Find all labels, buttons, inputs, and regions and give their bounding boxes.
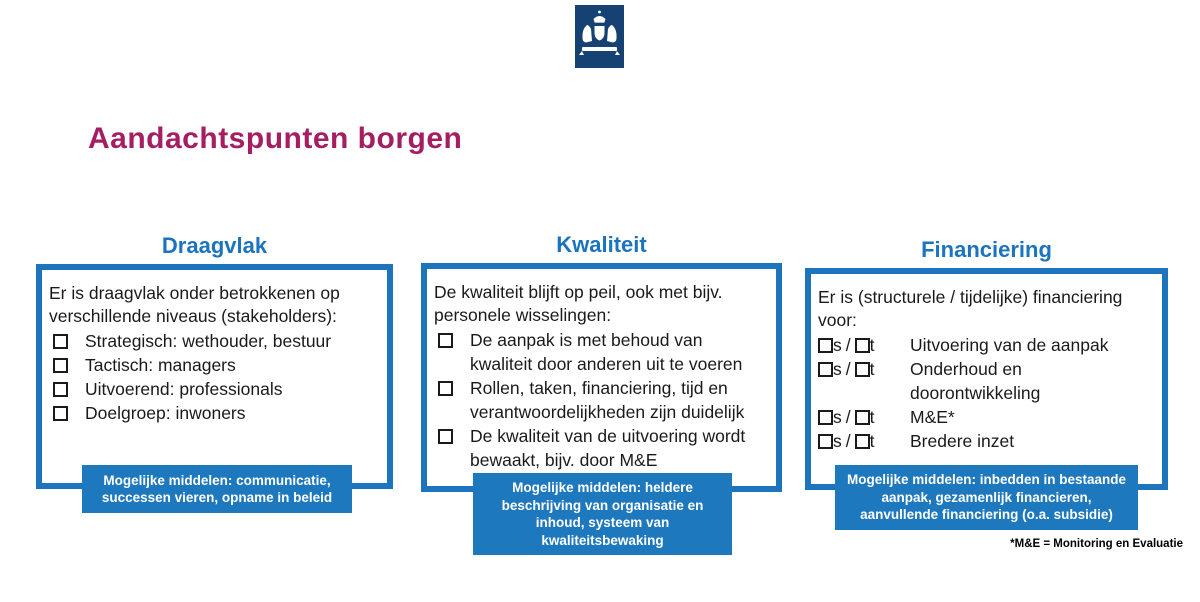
checkbox-icon <box>855 362 870 377</box>
checklist <box>434 328 769 472</box>
checklist-item <box>434 328 769 376</box>
item-label: Bredere inzet <box>910 431 1015 451</box>
checkbox-icon <box>818 338 833 353</box>
checkbox-icon <box>53 382 68 397</box>
checklist <box>49 329 380 425</box>
footnote: *M&E = Monitoring en Evaluatie <box>1010 538 1183 550</box>
dual-checkbox-prefix: s / t <box>818 429 897 453</box>
dual-checkbox-prefix: s / t <box>818 405 897 429</box>
checklist-item <box>49 401 380 425</box>
checkbox-icon <box>818 362 833 377</box>
dual-checkbox-prefix: s / t <box>818 333 897 357</box>
column-box <box>805 268 1168 490</box>
checkbox-icon <box>818 410 833 425</box>
item-label: M&E* <box>910 407 955 427</box>
checkbox-icon <box>438 429 453 444</box>
banner-mogelijke-middelen: Mogelijke middelen: communicatie, successen vieren, opname in beleid <box>82 465 352 513</box>
checkbox-icon <box>53 358 68 373</box>
item-label: Uitvoerend: professionals <box>85 379 283 399</box>
banner-mogelijke-middelen: Mogelijke middelen: heldere beschrijving van organisatie en inhoud, systeem van kwaliteitsbewaking <box>473 473 732 555</box>
banner-mogelijke-middelen: Mogelijke middelen: inbedden in bestaande aanpak, gezamenlijk financieren, aanvullende financiering (o.a. subsidie) <box>835 465 1138 530</box>
checkbox-icon <box>438 333 453 348</box>
column-box <box>421 263 782 492</box>
checkbox-icon <box>53 406 68 421</box>
item-label: De aanpak is met behoud van kwaliteit door anderen uit te voeren <box>470 330 743 374</box>
crest-icon <box>579 9 620 64</box>
item-label: Tactisch: managers <box>85 355 236 375</box>
checkbox-icon <box>855 434 870 449</box>
item-label: Doelgroep: inwoners <box>85 403 246 423</box>
column-kwaliteit <box>421 232 782 492</box>
checklist <box>818 333 1155 453</box>
checklist-item <box>818 357 1155 405</box>
checklist-item <box>818 405 1155 429</box>
checklist-item <box>434 376 769 424</box>
intro-text: Er is (structurele / tijdelijke) financiering voor: <box>818 287 1123 330</box>
column-financiering <box>805 237 1168 490</box>
item-label: Strategisch: wethouder, bestuur <box>85 331 332 351</box>
rijksoverheid-logo <box>575 5 624 68</box>
item-label: De kwaliteit van de uitvoering wordt bewaakt, bijv. door M&E <box>470 426 746 470</box>
checkbox-icon <box>855 338 870 353</box>
checkbox-icon <box>818 434 833 449</box>
column-box <box>36 264 393 489</box>
checklist-item <box>49 377 380 401</box>
checklist-item <box>434 424 769 472</box>
item-label: Uitvoering van de aanpak <box>910 335 1109 355</box>
checklist-item <box>49 329 380 353</box>
checkbox-icon <box>855 410 870 425</box>
page-title: Aandachtspunten borgen <box>88 122 463 155</box>
column-header: Financiering <box>921 237 1052 262</box>
checklist-item <box>818 333 1155 357</box>
column-draagvlak <box>36 233 393 489</box>
dual-checkbox-prefix: s / t <box>818 357 897 381</box>
checkbox-icon <box>438 381 453 396</box>
checklist-item <box>49 353 380 377</box>
intro-text: Er is draagvlak onder betrokkenen op verschillende niveaus (stakeholders): <box>49 283 340 326</box>
column-header: Kwaliteit <box>556 232 647 257</box>
item-label: Onderhoud en doorontwikkeling <box>910 359 1041 403</box>
checkbox-icon <box>53 334 68 349</box>
item-label: Rollen, taken, financiering, tijd en verantwoordelijkheden zijn duidelijk <box>470 378 745 422</box>
checklist-item <box>818 429 1155 453</box>
column-header: Draagvlak <box>161 233 268 258</box>
intro-text: De kwaliteit blijft op peil, ook met bijv. personele wisselingen: <box>434 282 723 325</box>
